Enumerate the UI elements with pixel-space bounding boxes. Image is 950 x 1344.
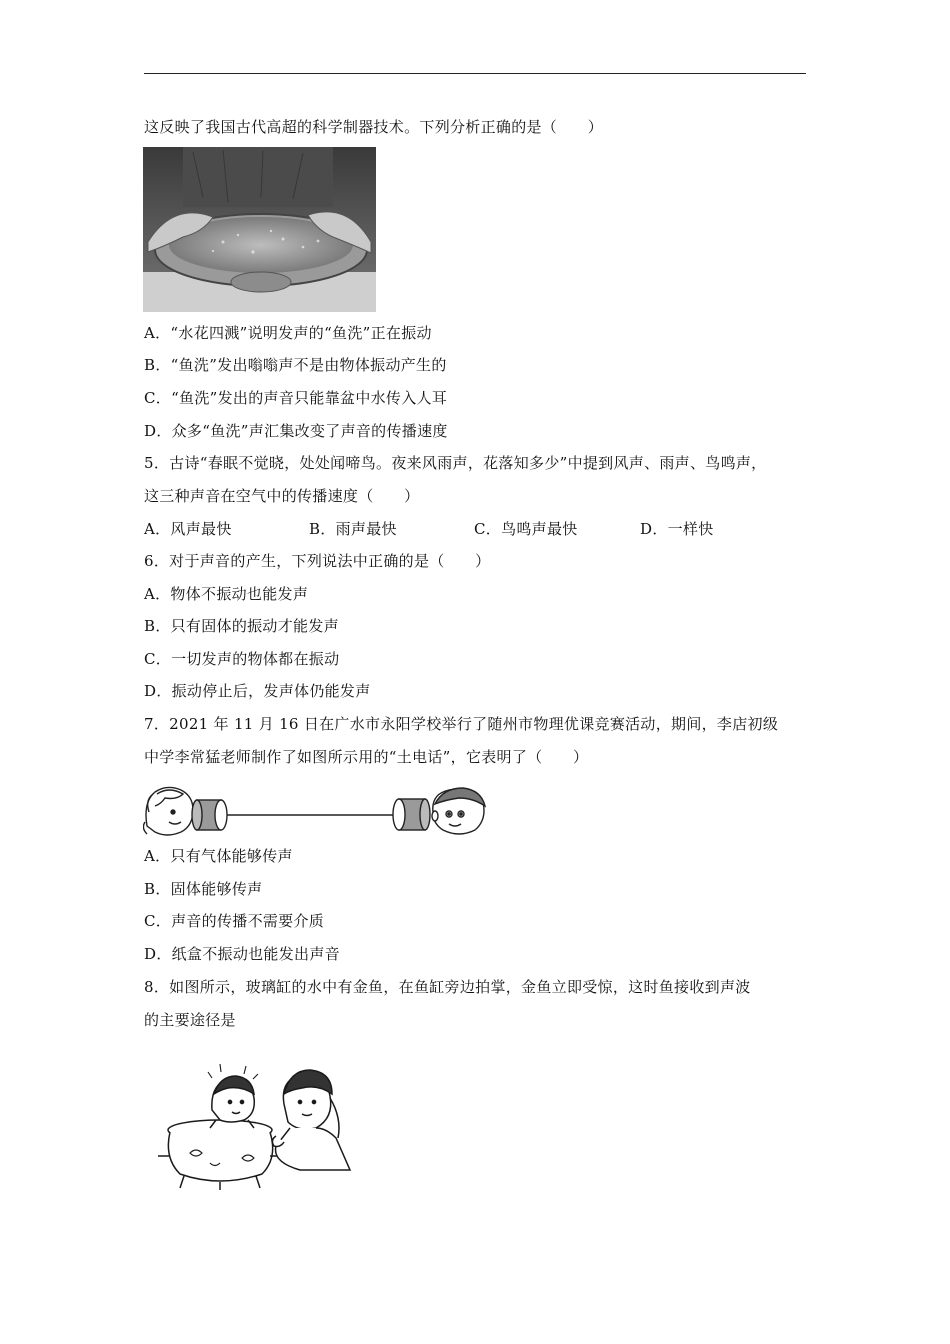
q5-stem-line2: 这三种声音在空气中的传播速度（ ） xyxy=(144,487,420,505)
q6-option-a: A．物体不振动也能发声 xyxy=(144,585,309,603)
q7-option-b: B．固体能够传声 xyxy=(144,880,263,898)
string-telephone-figure xyxy=(143,782,488,838)
q8-stem-line1: 8．如图所示，玻璃缸的水中有金鱼，在鱼缸旁边拍掌，金鱼立即受惊，这时鱼接收到声波 xyxy=(144,978,751,996)
q6-option-b: B．只有固体的振动才能发声 xyxy=(144,617,339,635)
fish-tank-clapping-figure xyxy=(150,1058,360,1193)
q7-option-a: A．只有气体能够传声 xyxy=(144,847,293,865)
q5-option-c: C．鸟鸣声最快 xyxy=(474,520,578,538)
q8-stem-line2: 的主要途径是 xyxy=(144,1011,236,1029)
q5-option-b: B．雨声最快 xyxy=(309,520,397,538)
q4-option-d: D．众多“鱼洗”声汇集改变了声音的传播速度 xyxy=(144,422,448,440)
q5-option-d: D．一样快 xyxy=(640,520,714,538)
q7-stem-line1: 7．2021 年 11 月 16 日在广水市永阳学校举行了随州市物理优课竞赛活动，期间，李店初级 xyxy=(144,715,779,733)
fish-basin-photo xyxy=(143,147,376,312)
q6-stem: 6．对于声音的产生，下列说法中正确的是（ ） xyxy=(144,552,491,570)
q7-option-d: D．纸盒不振动也能发出声音 xyxy=(144,945,340,963)
q6-option-c: C．一切发声的物体都在振动 xyxy=(144,650,340,668)
q7-stem-line2: 中学李常猛老师制作了如图所示用的“土电话”，它表明了（ ） xyxy=(144,748,589,766)
q4-option-b: B．“鱼洗”发出嗡嗡声不是由物体振动产生的 xyxy=(144,356,447,374)
q4-stem: 这反映了我国古代高超的科学制器技术。下列分析正确的是（ ） xyxy=(144,118,604,136)
q4-option-c: C．“鱼洗”发出的声音只能靠盆中水传入人耳 xyxy=(144,389,448,407)
q7-option-c: C．声音的传播不需要介质 xyxy=(144,912,325,930)
q6-option-d: D．振动停止后，发声体仍能发声 xyxy=(144,682,371,700)
header-rule xyxy=(144,73,806,74)
q4-option-a: A．“水花四溅”说明发声的“鱼洗”正在振动 xyxy=(144,324,432,342)
q5-options-row xyxy=(144,519,714,539)
q5-option-a: A．风声最快 xyxy=(144,520,232,538)
q5-stem-line1: 5．古诗“春眠不觉晓，处处闻啼鸟。夜来风雨声，花落知多少”中提到风声、雨声、鸟鸣声， xyxy=(144,454,767,472)
